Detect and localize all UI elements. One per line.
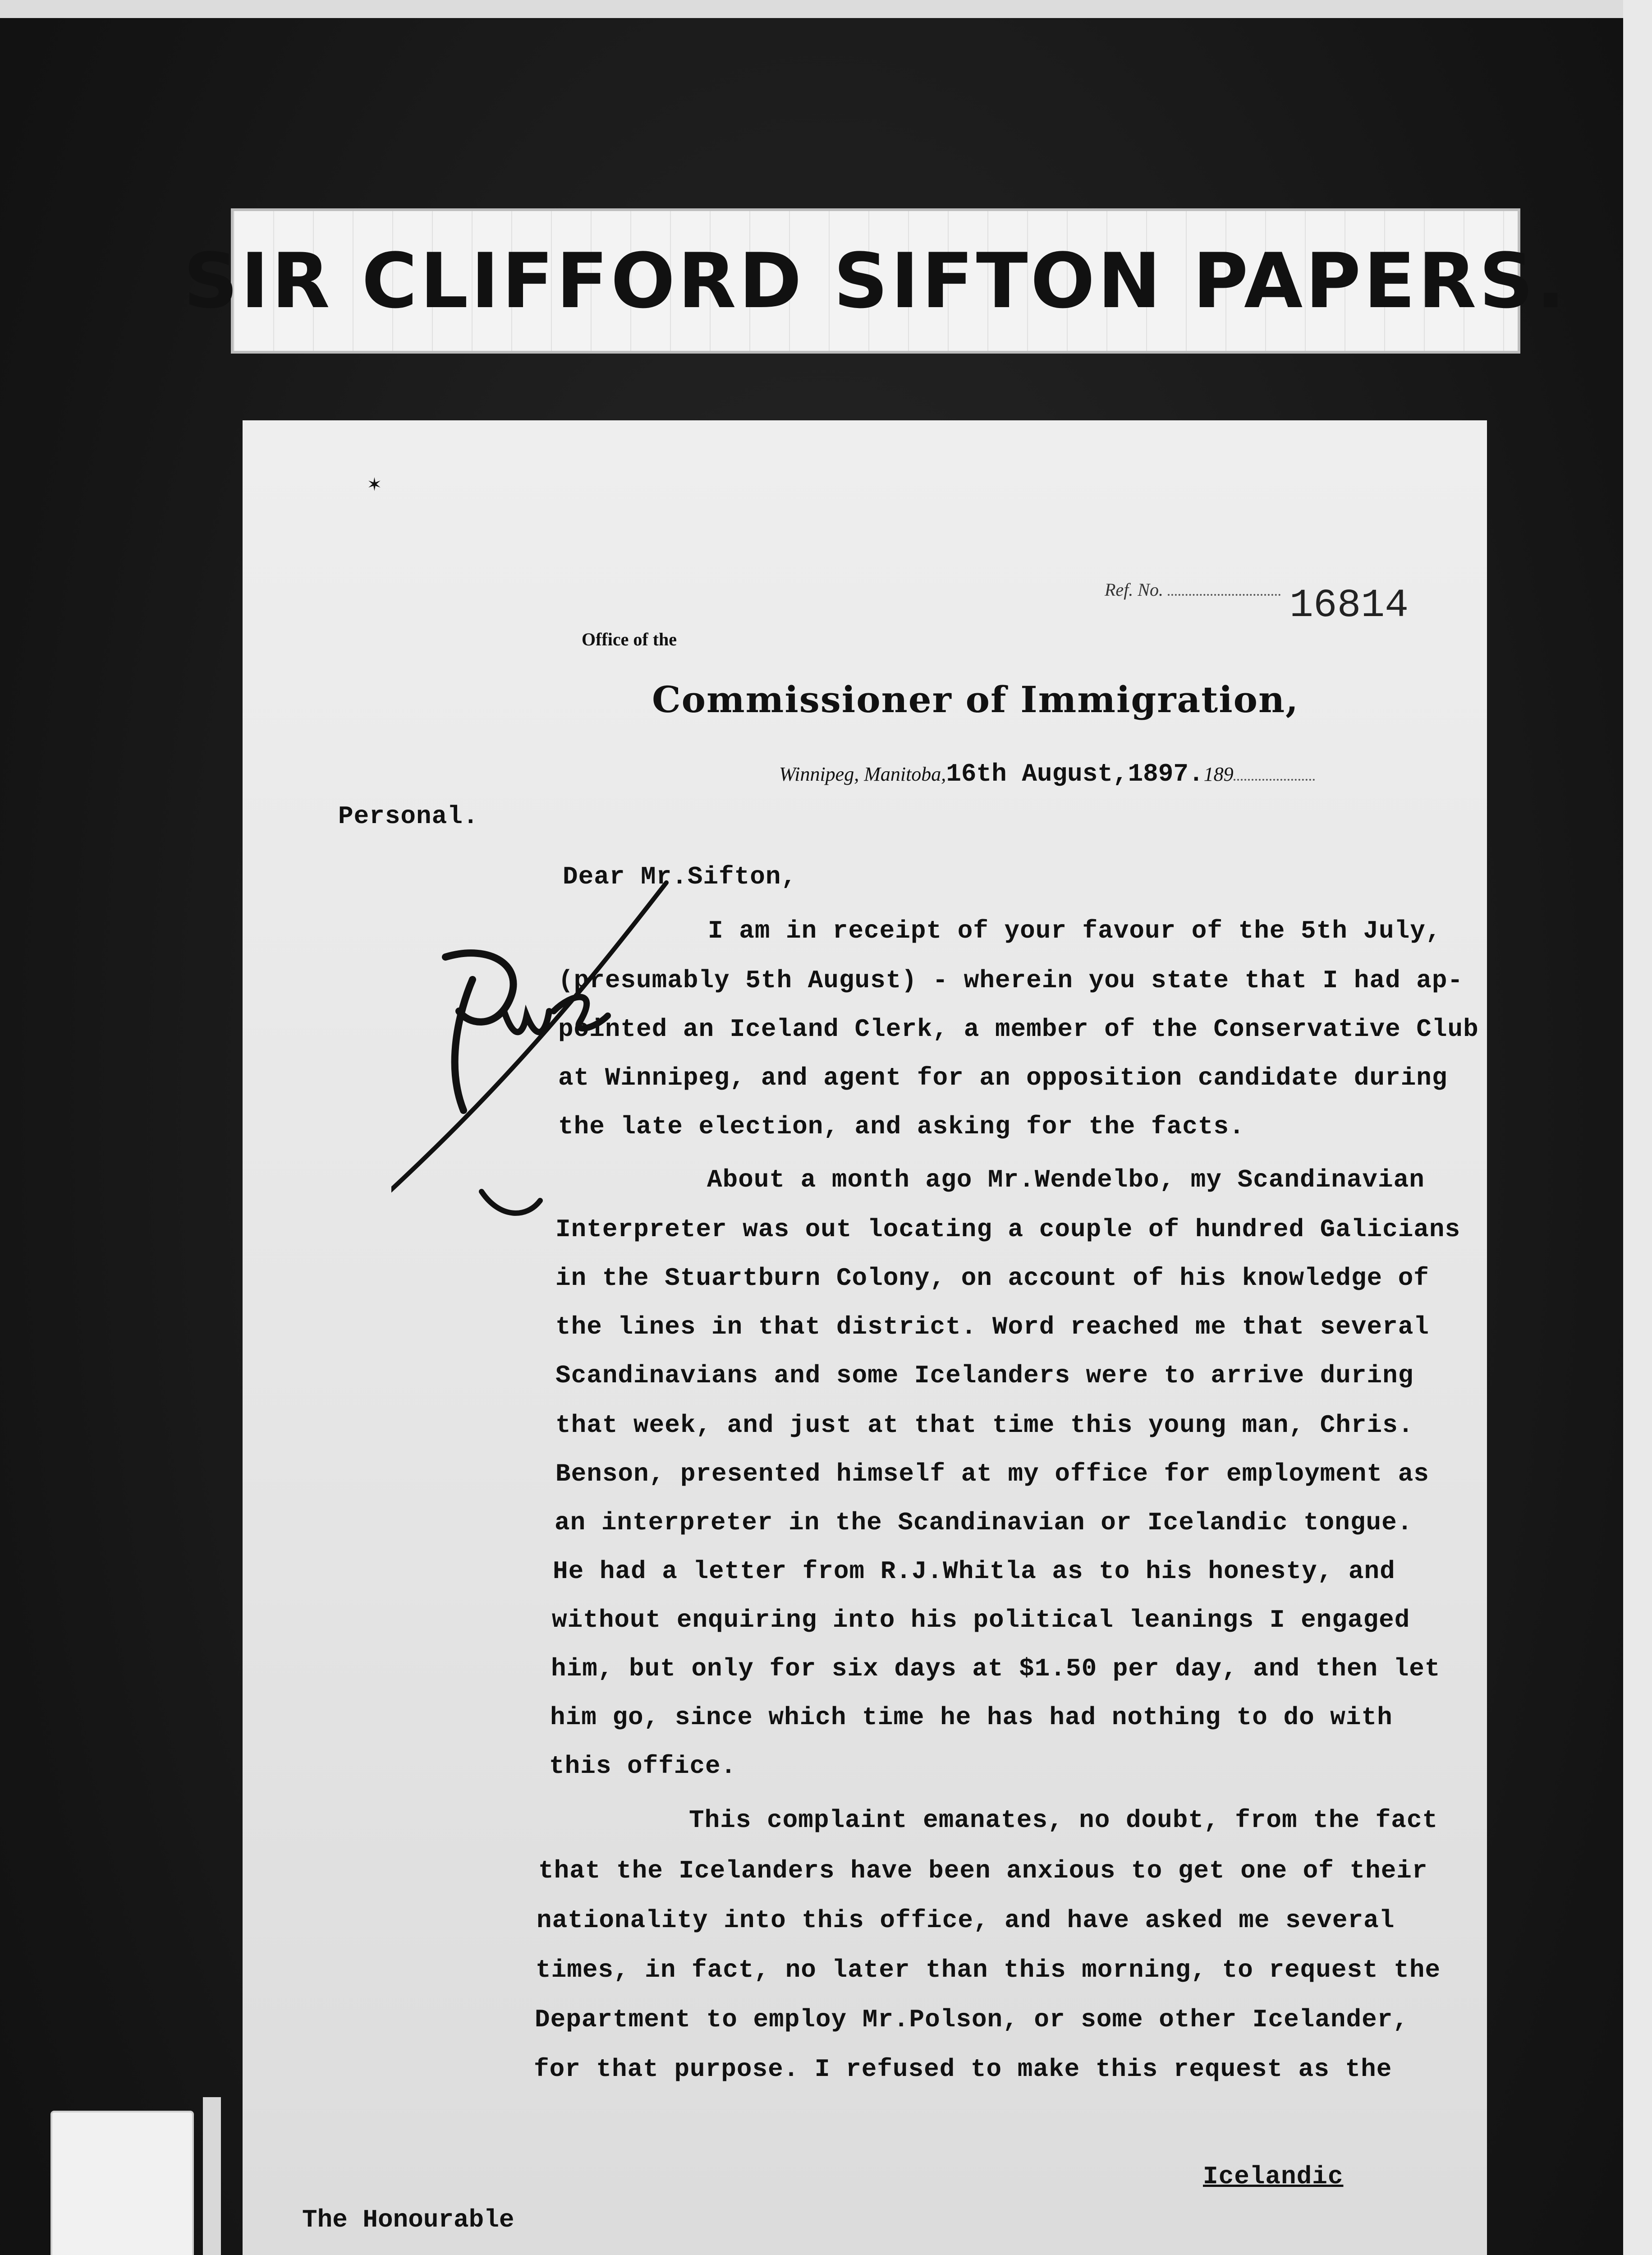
office-of-label: Office of the	[582, 629, 677, 649]
body-line: This complaint emanates, no doubt, from the fact	[689, 1806, 1438, 1835]
body-line: the lines in that district. Word reached me that several	[555, 1312, 1429, 1341]
typed-date: 16th August,1897.	[946, 759, 1204, 788]
printed-year: 189	[1203, 763, 1234, 785]
date-dotted-line	[1234, 779, 1315, 781]
body-line: Interpreter was out locating a couple of hundred Galicians	[555, 1215, 1461, 1244]
handwritten-initials-signature	[391, 876, 707, 1327]
address-line-1: The Honourable	[302, 2205, 514, 2234]
personal-label: Personal.	[338, 802, 479, 831]
reference-number: 16814	[1289, 584, 1409, 628]
body-line: (presumably 5th August) - wherein you state that I had ap-	[558, 966, 1464, 995]
salutation: Dear Mr.Sifton,	[563, 862, 797, 891]
body-line: this office.	[549, 1752, 737, 1781]
body-line: nationality into this office, and have asked me several	[537, 1906, 1395, 1935]
body-line: pointed an Iceland Clerk, a member of the Conservative Club	[558, 1015, 1479, 1044]
letter-page	[243, 420, 1487, 2255]
body-line: He had a letter from R.J.Whitla as to his honesty, and	[553, 1557, 1395, 1586]
continuation-word: Icelandic	[1203, 2162, 1344, 2191]
body-line: in the Stuartburn Colony, on account of his knowledge of	[555, 1264, 1429, 1293]
body-line: at Winnipeg, and agent for an opposition candidate during	[558, 1063, 1448, 1092]
ref-label-text: Ref. No.	[1105, 580, 1163, 600]
label-tab-edge	[203, 2097, 221, 2255]
place-date-line	[779, 759, 1315, 788]
place-text: Winnipeg, Manitoba,	[779, 763, 946, 785]
body-line: for that purpose. I refused to make this request as the	[534, 2055, 1392, 2084]
body-line: Scandinavians and some Icelanders were to arrive during	[555, 1361, 1414, 1390]
ref-dotted-line	[1168, 594, 1280, 596]
body-line: that the Icelanders have been anxious to get one of their	[538, 1856, 1428, 1885]
letterhead-title: Commissioner of Immigration,	[652, 678, 1299, 721]
body-line: without enquiring into his political leanings I engaged	[552, 1606, 1410, 1634]
body-line: Benson, presented himself at my office for employment as	[555, 1459, 1429, 1488]
body-line: the late election, and asking for the facts.	[558, 1112, 1245, 1141]
body-line: times, in fact, no later than this morning, to request the	[536, 1956, 1441, 1984]
body-line: About a month ago Mr.Wendelbo, my Scandinavian	[707, 1165, 1425, 1194]
body-line: him, but only for six days at $1.50 per day, and then let	[551, 1654, 1441, 1683]
body-line: him go, since which time he has had nothing to do with	[550, 1703, 1393, 1732]
banner-title: SIR CLIFFORD SIFTON PAPERS.	[183, 237, 1568, 325]
punch-mark-icon: ✶	[368, 473, 381, 497]
body-line: that week, and just at that time this young man, Chris.	[555, 1411, 1414, 1440]
collection-banner	[183, 208, 1568, 354]
file-label-tag	[50, 2111, 194, 2255]
body-line: I am in receipt of your favour of the 5th July,	[708, 916, 1441, 945]
body-line: Department to employ Mr.Polson, or some other Icelander,	[535, 2005, 1409, 2034]
body-line: an interpreter in the Scandinavian or Icelandic tongue.	[555, 1508, 1413, 1537]
reference-label	[1105, 579, 1280, 600]
